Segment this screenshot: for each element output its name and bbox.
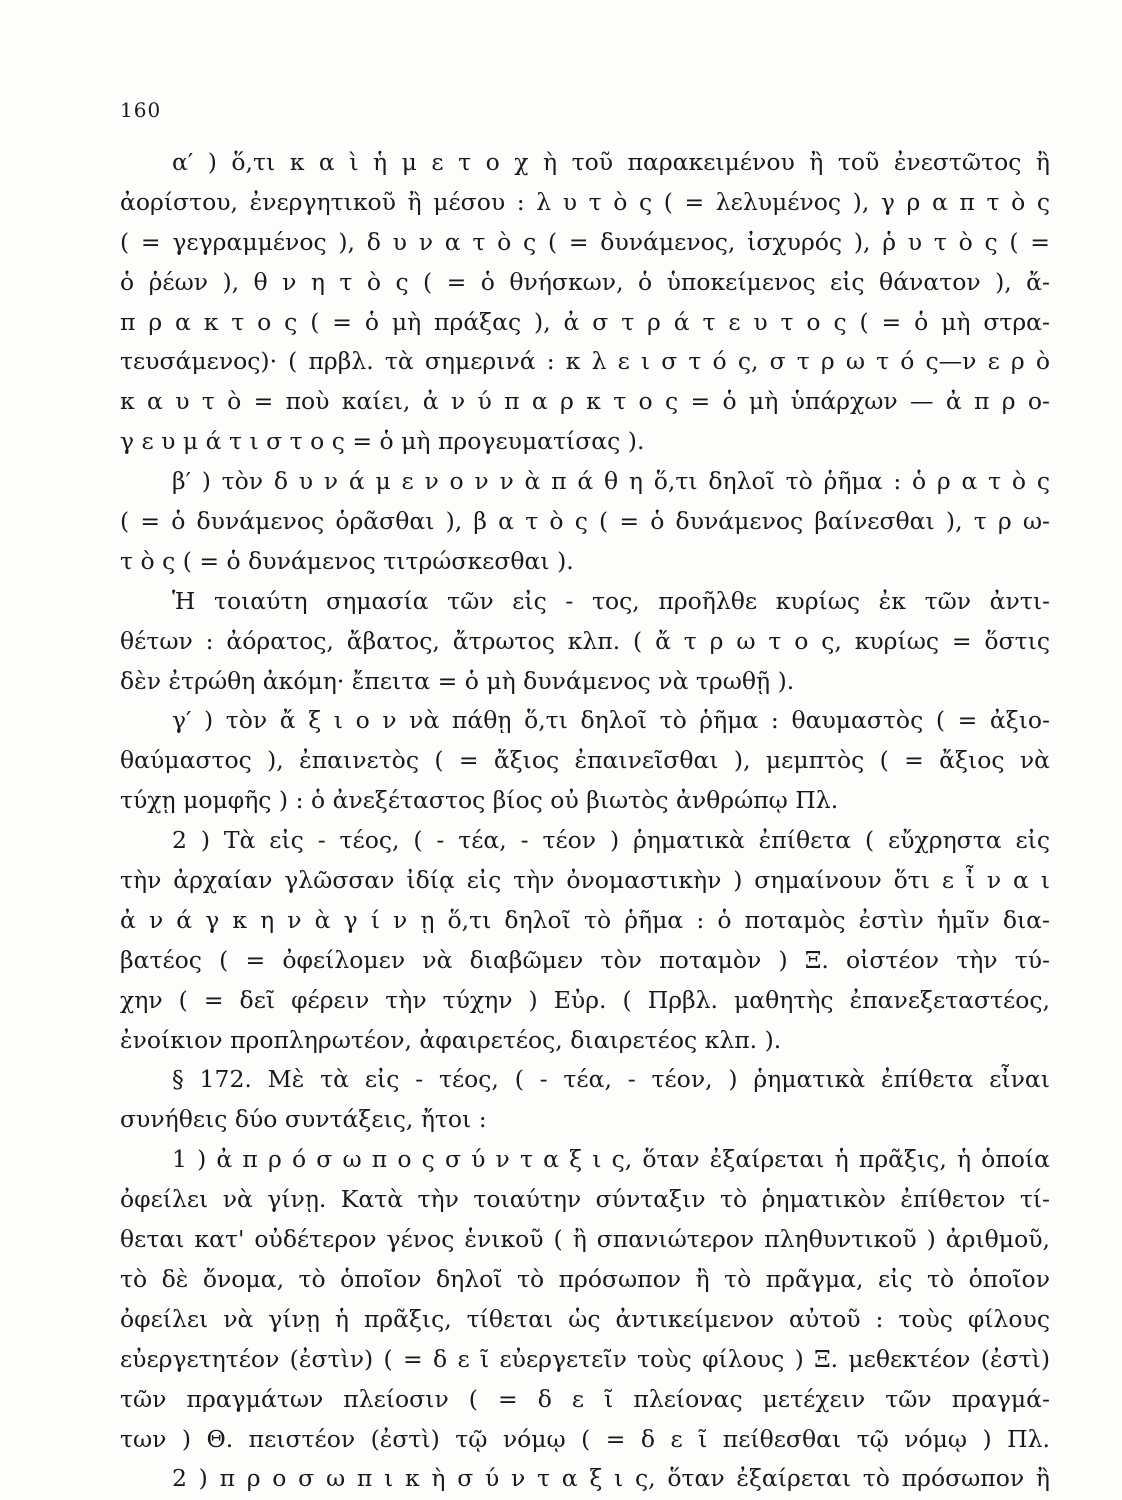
text-line: γ ε υ μ ά τ ι σ τ ο ς = ὁ μὴ προγευματίσας ). — [120, 427, 645, 456]
text-line: ἀ ν ά γ κ η ν ὰ γ ί ν ῃ ὅ,τι δηλοῖ τὸ ῥῆμα : ὁ ποταμὸς ἐστὶν ἡμῖν δια- — [120, 905, 1050, 934]
text-line: των ) Θ. πειστέον (ἐστὶ) τῷ νόμῳ ( = δ ε ῖ πείθεσθαι τῷ νόμῳ ) Πλ. — [120, 1424, 1050, 1453]
text-line: συνήθεις δύο συντάξεις, ἤτοι : — [120, 1105, 487, 1134]
text-line: Ἡ τοιαύτη σημασία τῶν εἰς - τος, προῆλθε κυρίως ἐκ τῶν ἀντι- — [172, 586, 1050, 615]
text-line: α′ ) ὅ,τι κ α ὶ ἡ μ ε τ ο χ ὴ τοῦ παρακειμένου ἢ τοῦ ἐνεστῶτος ἢ — [172, 148, 1050, 176]
text-line: π ρ α κ τ ο ς ( = ὁ μὴ πράξας ), ἀ σ τ ρ ά τ ε υ τ ο ς ( = ὁ μὴ στρα- — [120, 307, 1050, 336]
text-line: ὁ ῥέων ), θ ν η τ ὸ ς ( = ὁ θνήσκων, ὁ ὑποκείμενος εἰς θάνατον ), ἄ- — [120, 267, 1050, 296]
text-line: τὴν ἀρχαίαν γλῶσσαν ἰδίᾳ εἰς τὴν ὀνομαστικὴν ) σημαίνουν ὅτι ε ἶ ν α ι — [120, 866, 1050, 895]
text-line: ἀορίστου, ἐνεργητικοῦ ἢ μέσου : λ υ τ ὸ ς ( = λελυμένος ), γ ρ α π τ ὸ ς — [120, 187, 1050, 216]
text-line: εὐεργετητέον (ἐστὶν) ( = δ ε ῖ εὐεργετεῖν τοὺς φίλους ) Ξ. μεθεκτέον (ἐστὶ) — [120, 1344, 1050, 1373]
text-line: κ α υ τ ὸ = ποὺ καίει, ἀ ν ύ π α ρ κ τ ο ς = ὁ μὴ ὑπάρχων — ἀ π ρ ο- — [120, 387, 1050, 416]
text-line: ( = γεγραμμένος ), δ υ ν α τ ὸ ς ( = δυνάμενος, ἰσχυρός ), ῥ υ τ ὸ ς ( = — [120, 227, 1050, 256]
text-line: ἐνοίκιον προπληρωτέον, ἀφαιρετέος, διαιρετέος κλπ. ). — [120, 1025, 782, 1054]
text-line: θέτων : ἀόρατος, ἄβατος, ἄτρωτος κλπ. ( ἄ τ ρ ω τ ο ς, κυρίως = ὅστις — [120, 626, 1050, 655]
text-line: ( = ὁ δυνάμενος ὁρᾶσθαι ), β α τ ὸ ς ( = ὁ δυνάμενος βαίνεσθαι ), τ ρ ω- — [120, 507, 1050, 536]
text-line: τῶν πραγμάτων πλείοσιν ( = δ ε ῖ πλείονας μετέχειν τῶν πραγμά- — [120, 1384, 1050, 1413]
text-line: τ ὸ ς ( = ὁ δυνάμενος τιτρώσκεσθαι ). — [120, 546, 574, 575]
text-line: θαύμαστος ), ἐπαινετὸς ( = ἄξιος ἐπαινεῖσθαι ), μεμπτὸς ( = ἄξιος νὰ — [120, 746, 1050, 775]
text-line: β′ ) τὸν δ υ ν ά μ ε ν ο ν ν ὰ π ά θ η ὅ,τι δηλοῖ τὸ ῥῆμα : ὁ ρ α τ ὸ ς — [172, 467, 1050, 496]
text-line: βατέος ( = ὀφείλομεν νὰ διαβῶμεν τὸν ποταμὸν ) Ξ. οἰστέον τὴν τύ- — [120, 945, 1050, 974]
text-line: ὀφείλει νὰ γίνῃ ἡ πρᾶξις, τίθεται ὡς ἀντικείμενον αὐτοῦ : τοὺς φίλους — [120, 1304, 1050, 1333]
text-line: θεται κατ' οὐδέτερον γένος ἑνικοῦ ( ἢ σπανιώτερον πληθυντικοῦ ) ἀριθμοῦ, — [120, 1225, 1050, 1254]
page-number: 160 — [120, 98, 162, 122]
text-line: § 172. Μὲ τὰ εἰς - τέος, ( - τέα, - τέον, ) ῥηματικὰ ἐπίθετα εἶναι — [172, 1065, 1050, 1094]
text-line: 1 ) ἀ π ρ ό σ ω π ο ς σ ύ ν τ α ξ ι ς, ὅταν ἐξαίρεται ἡ πρᾶξις, ἡ ὁποία — [172, 1145, 1050, 1174]
text-line: χην ( = δεῖ φέρειν τὴν τύχην ) Εὐρ. ( Πρβλ. μαθητὴς ἐπανεξεταστέος, — [120, 985, 1050, 1014]
text-line: 2 ) π ρ ο σ ω π ι κ ὴ σ ύ ν τ α ξ ι ς, ὅταν ἐξαίρεται τὸ πρόσωπον ἢ — [172, 1464, 1050, 1493]
page-text-body — [120, 143, 1050, 1499]
text-line: τὸ δὲ ὄνομα, τὸ ὁποῖον δηλοῖ τὸ πρόσωπον ἢ τὸ πρᾶγμα, εἰς τὸ ὁποῖον — [120, 1264, 1050, 1293]
text-line: γ′ ) τὸν ἄ ξ ι ο ν νὰ πάθῃ ὅ,τι δηλοῖ τὸ ῥῆμα : θαυμαστὸς ( = ἀξιο- — [172, 706, 1050, 735]
text-line: 2 ) Τὰ εἰς - τέος, ( - τέα, - τέον ) ῥηματικὰ ἐπίθετα ( εὔχρηστα εἰς — [172, 826, 1050, 855]
text-line: δὲν ἐτρώθη ἀκόμη· ἔπειτα = ὁ μὴ δυνάμενος νὰ τρωθῇ ). — [120, 666, 795, 695]
text-line: τευσάμενος)· ( πρβλ. τὰ σημερινά : κ λ ε ι σ τ ό ς, σ τ ρ ω τ ό ς—ν ε ρ ὸ — [120, 347, 1050, 376]
text-line: τύχῃ μομφῆς ) : ὁ ἀνεξέταστος βίος οὐ βιωτὸς ἀνθρώπῳ Πλ. — [120, 786, 839, 815]
text-line: ὀφείλει νὰ γίνῃ. Κατὰ τὴν τοιαύτην σύνταξιν τὸ ῥηματικὸν ἐπίθετον τί- — [120, 1185, 1050, 1214]
